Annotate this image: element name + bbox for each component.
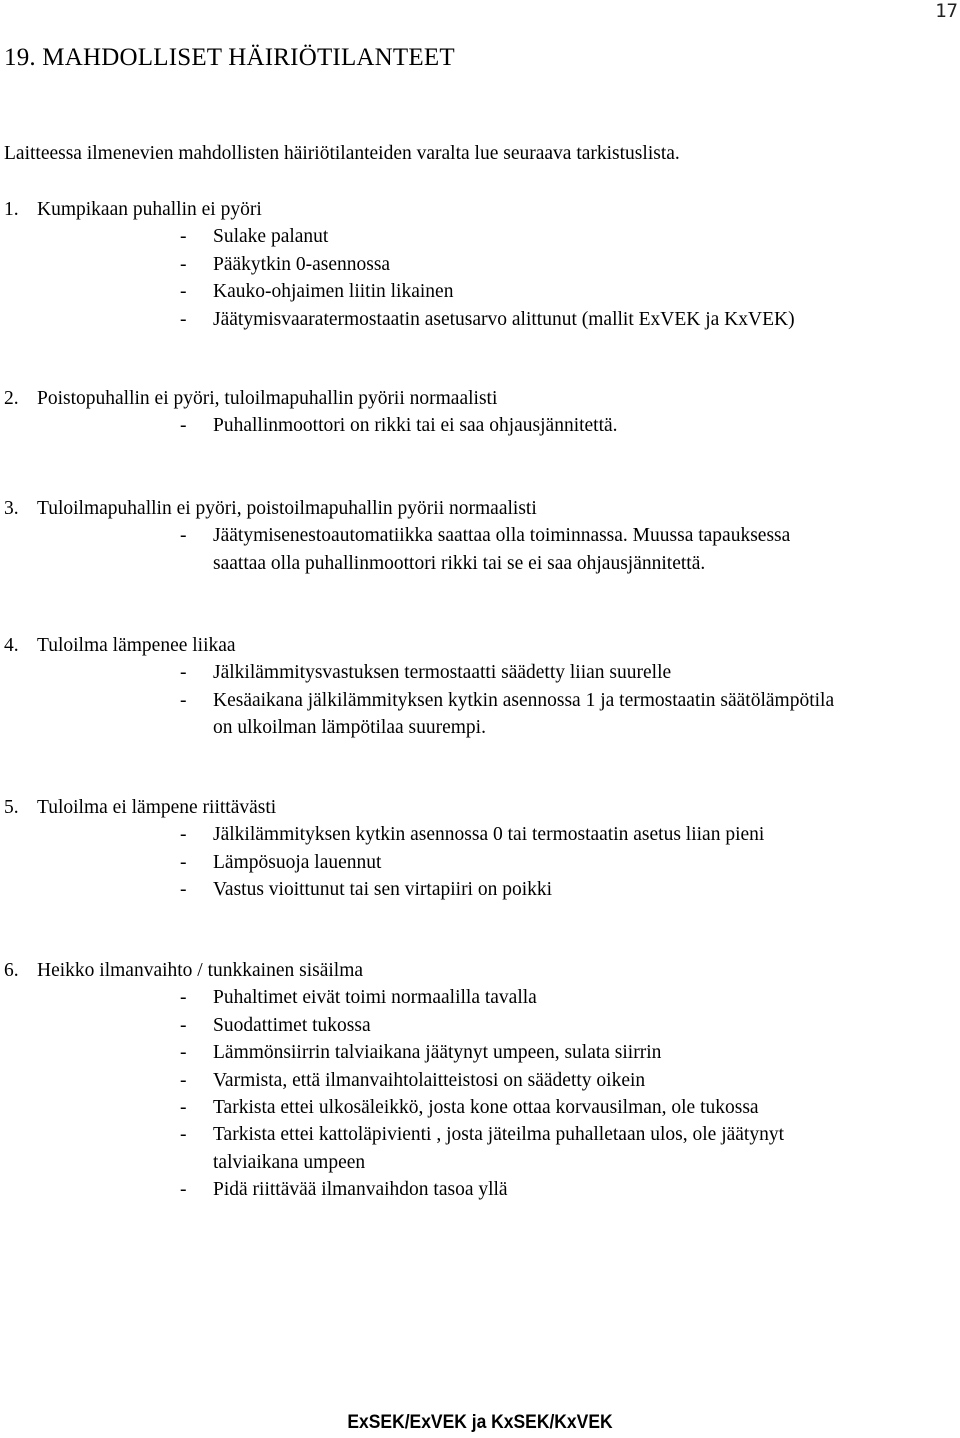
list-item-text: Puhallinmoottori on rikki tai ei saa ohjausjännitettä. <box>213 415 618 437</box>
list-item <box>4 876 960 903</box>
section-title <box>4 385 960 412</box>
list-item-text: Puhaltimet eivät toimi normaalilla tavalla <box>213 987 537 1009</box>
section-title <box>4 957 960 984</box>
bullet-dash: - <box>180 662 187 684</box>
list-item <box>4 278 960 305</box>
intro-paragraph: Laitteessa ilmenevien mahdollisten häiriötilanteiden varalta lue seuraava tarkistuslista. <box>4 143 680 164</box>
page-footer: ExSEK/ExVEK ja KxSEK/KxVEK <box>347 1412 613 1433</box>
list-item-text: Jälkilämmityksen kytkin asennossa 0 tai termostaatin asetus liian pieni <box>213 824 765 846</box>
bullet-dash: - <box>180 824 187 846</box>
list-item-text: Vastus vioittunut tai sen virtapiiri on poikki <box>213 879 553 901</box>
list-item-text: Tarkista ettei ulkosäleikkö, josta kone ottaa korvausilman, ole tukossa <box>213 1096 759 1118</box>
bullet-dash: - <box>180 525 187 547</box>
section-title-text: Tuloilmapuhallin ei pyöri, poistoilmapuhallin pyörii normaalisti <box>37 498 537 519</box>
list-item <box>4 1094 960 1121</box>
page-number: 17 <box>935 0 958 22</box>
list-item <box>4 659 960 686</box>
section-title-text: Kumpikaan puhallin ei pyöri <box>37 199 262 220</box>
section-number: 6. <box>4 960 19 981</box>
list-item-text: Jäätymisvaaratermostaatin asetusarvo alittunut (mallit ExVEK ja KxVEK) <box>213 308 795 330</box>
list-item-text: Sulake palanut <box>213 226 329 248</box>
section-title-text: Poistopuhallin ei pyöri, tuloilmapuhallin pyörii normaalisti <box>37 388 498 409</box>
list-item <box>4 412 960 439</box>
checklist-section-1 <box>4 196 960 333</box>
list-item-continuation: saattaa olla puhallinmoottori rikki tai se ei saa ohjausjännitettä. <box>213 552 706 574</box>
list-item-text: Jäätymisenestoautomatiikka saattaa olla toiminnassa. Muussa tapauksessa <box>213 525 791 547</box>
list-item-text: Suodattimet tukossa <box>213 1014 371 1036</box>
bullet-dash: - <box>180 226 187 248</box>
checklist-section-4 <box>4 632 960 742</box>
bullet-dash: - <box>180 1096 187 1118</box>
bullet-dash: - <box>180 1124 187 1146</box>
bullet-dash: - <box>180 1014 187 1036</box>
list-item <box>4 1012 960 1039</box>
list-item-text: Kesäaikana jälkilämmityksen kytkin asennossa 1 ja termostaatin säätölämpötila <box>213 689 835 711</box>
section-number: 4. <box>4 635 19 656</box>
page-title: 19. MAHDOLLISET HÄIRIÖTILANTEET <box>4 44 455 71</box>
list-item-text: Varmista, että ilmanvaihtolaitteistosi on säädetty oikein <box>213 1069 646 1091</box>
list-item-text: Pidä riittävää ilmanvaihdon tasoa yllä <box>213 1179 508 1201</box>
section-number: 2. <box>4 388 19 409</box>
checklist-section-2 <box>4 385 960 440</box>
list-item-text: Tarkista ettei kattoläpivienti , josta jäteilma puhalletaan ulos, ole jäätynyt <box>213 1124 785 1146</box>
list-item-text: Lämmönsiirrin talviaikana jäätynyt umpeen, sulata siirrin <box>213 1042 662 1064</box>
bullet-dash: - <box>180 879 187 901</box>
section-number: 3. <box>4 498 19 519</box>
section-number: 5. <box>4 797 19 818</box>
list-item <box>4 1067 960 1094</box>
list-item-text: Kauko-ohjaimen liitin likainen <box>213 281 454 303</box>
bullet-dash: - <box>180 308 187 330</box>
list-item-continuation: talviaikana umpeen <box>213 1151 366 1173</box>
list-item <box>4 306 960 333</box>
list-item <box>4 849 960 876</box>
section-title <box>4 794 960 821</box>
checklist-section-5 <box>4 794 960 904</box>
section-title-text: Heikko ilmanvaihto / tunkkainen sisäilma <box>37 960 364 981</box>
bullet-dash: - <box>180 689 187 711</box>
section-title-text: Tuloilma ei lämpene riittävästi <box>37 797 277 818</box>
bullet-dash: - <box>180 987 187 1009</box>
list-item <box>4 251 960 278</box>
checklist-section-6 <box>4 957 960 1204</box>
list-item <box>4 821 960 848</box>
bullet-dash: - <box>180 1179 187 1201</box>
bullet-dash: - <box>180 253 187 275</box>
list-item <box>4 984 960 1011</box>
list-item-text: Jälkilämmitysvastuksen termostaatti säädetty liian suurelle <box>213 662 672 684</box>
section-title <box>4 495 960 522</box>
list-item <box>4 1121 960 1148</box>
section-title <box>4 632 960 659</box>
section-title-text: Tuloilma lämpenee liikaa <box>37 635 236 656</box>
bullet-dash: - <box>180 851 187 873</box>
list-item <box>4 1039 960 1066</box>
bullet-dash: - <box>180 415 187 437</box>
list-item <box>4 687 960 714</box>
bullet-dash: - <box>180 1069 187 1091</box>
list-item <box>4 1176 960 1203</box>
section-number: 1. <box>4 199 19 220</box>
bullet-dash: - <box>180 281 187 303</box>
list-item <box>4 223 960 250</box>
section-title <box>4 196 960 223</box>
bullet-dash: - <box>180 1042 187 1064</box>
list-item-text: Pääkytkin 0-asennossa <box>213 253 391 275</box>
list-item <box>4 522 960 549</box>
checklist-section-3 <box>4 495 960 577</box>
list-item-continuation: on ulkoilman lämpötilaa suurempi. <box>213 717 486 739</box>
list-item-text: Lämpösuoja lauennut <box>213 851 382 873</box>
